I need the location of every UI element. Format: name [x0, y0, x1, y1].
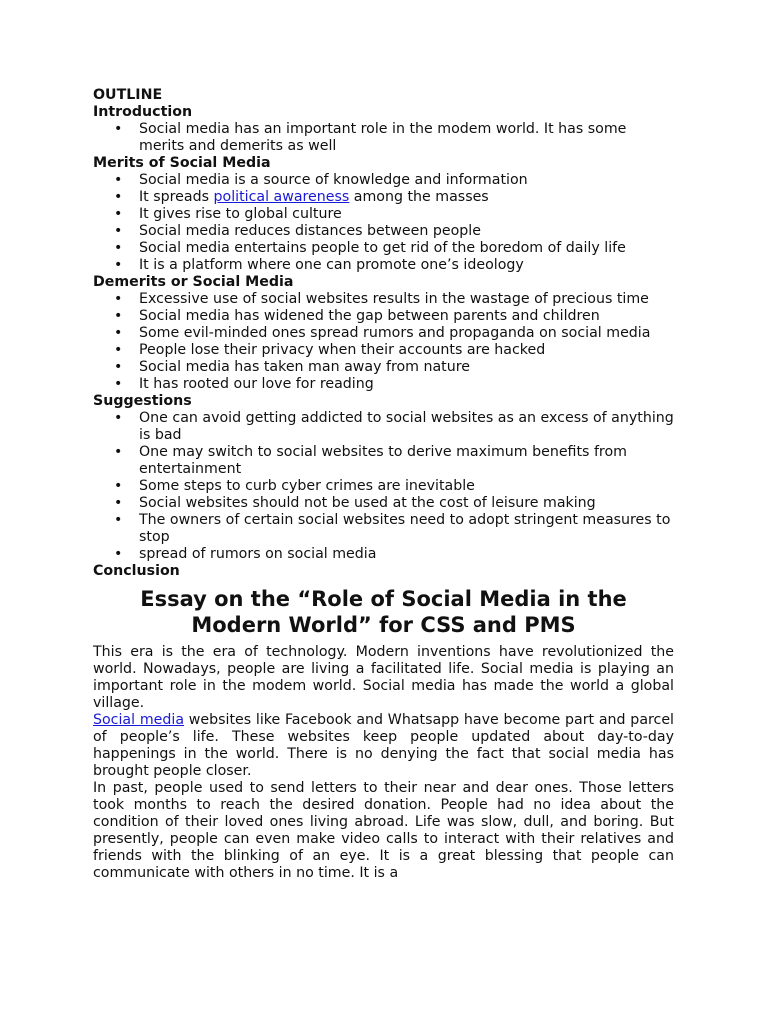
list-item: • People lose their privacy when their accounts are hacked: [114, 342, 546, 358]
list-item: • The owners of certain social websites need to adopt stringent measures to stop: [114, 512, 671, 545]
list-item: • Social media reduces distances between people: [114, 223, 481, 239]
conclusion-heading: Conclusion: [93, 563, 180, 579]
list-item: • Social media entertains people to get rid of the boredom of daily life: [114, 240, 626, 256]
suggestions-list: [93, 410, 674, 563]
outline-heading: OUTLINE: [93, 87, 163, 103]
bullet-icon: •: [114, 546, 123, 562]
bullet-icon: •: [114, 325, 123, 341]
list-item: • It spreads political awareness among the masses: [114, 189, 489, 205]
bullet-icon: •: [114, 478, 123, 494]
political-awareness-link[interactable]: political awareness: [213, 189, 350, 205]
bullet-icon: •: [114, 495, 123, 511]
section-heading-merits: Merits of Social Media: [93, 155, 271, 171]
bullet-icon: •: [114, 376, 123, 392]
list-item: • Some steps to curb cyber crimes are inevitable: [114, 478, 475, 494]
list-item: • Some evil-minded ones spread rumors and propaganda on social media: [114, 325, 651, 341]
bullet-icon: •: [114, 359, 123, 375]
bullet-icon: •: [114, 223, 123, 239]
list-item: • One may switch to social websites to derive maximum benefits from entertainment: [114, 444, 627, 477]
demerits-list: [93, 291, 674, 393]
list-item: • Excessive use of social websites results in the wastage of precious time: [114, 291, 649, 307]
bullet-icon: •: [114, 189, 123, 205]
list-item: • It has rooted our love for reading: [114, 376, 374, 392]
list-item: • Social media has an important role in the modem world. It has some merits and demerits as well: [114, 121, 627, 154]
list-item: • Social media has taken man away from nature: [114, 359, 470, 375]
bullet-icon: •: [114, 257, 123, 273]
bullet-icon: •: [114, 240, 123, 256]
social-media-link[interactable]: Social media: [93, 712, 185, 728]
bullet-icon: •: [114, 308, 123, 324]
bullet-icon: •: [114, 342, 123, 358]
bullet-icon: •: [114, 410, 123, 426]
list-item: • Social websites should not be used at the cost of leisure making: [114, 495, 596, 511]
list-item: • spread of rumors on social media: [114, 546, 377, 562]
list-item: • It gives rise to global culture: [114, 206, 342, 222]
essay-paragraph-3: In past, people used to send letters to their near and dear ones. Those letters took months to reach the desired donation. People had no idea about the condition of their loved ones living abroad. Life was slow, dull, and boring. But presently, people can even make video calls to interact with their relatives and friends with the blinking of an eye. It is a great blessing that people can communicate with others in no time. It is a: [93, 780, 674, 881]
essay-paragraph-1: This era is the era of technology. Modern inventions have revolutionized the world. Nowadays, people are living a facilitated life. Social media is playing an important role in the modem world. Social media has made the world a global village.: [93, 644, 674, 711]
introduction-list: [93, 121, 674, 155]
section-heading-demerits: Demerits or Social Media: [93, 274, 294, 290]
bullet-icon: •: [114, 121, 123, 137]
essay-paragraph-2: Social media websites like Facebook and Whatsapp have become part and parcel of people’s life. These websites keep people updated about day-to-day happenings in the world. There is no denying the fact that social media has brought people closer.: [93, 712, 674, 779]
document-page: [93, 87, 674, 882]
bullet-icon: •: [114, 444, 123, 460]
section-heading-introduction: Introduction: [93, 104, 193, 120]
section-heading-suggestions: Suggestions: [93, 393, 192, 409]
essay-title: Essay on the “Role of Social Media in the Modern World” for CSS and PMS: [140, 587, 627, 637]
list-item: • Social media is a source of knowledge and information: [114, 172, 528, 188]
merits-list: [93, 172, 674, 274]
bullet-icon: •: [114, 172, 123, 188]
list-item: • It is a platform where one can promote one’s ideology: [114, 257, 524, 273]
bullet-icon: •: [114, 512, 123, 528]
bullet-icon: •: [114, 291, 123, 307]
list-item: • Social media has widened the gap between parents and children: [114, 308, 600, 324]
bullet-icon: •: [114, 206, 123, 222]
list-item: • One can avoid getting addicted to social websites as an excess of anything is bad: [114, 410, 674, 443]
